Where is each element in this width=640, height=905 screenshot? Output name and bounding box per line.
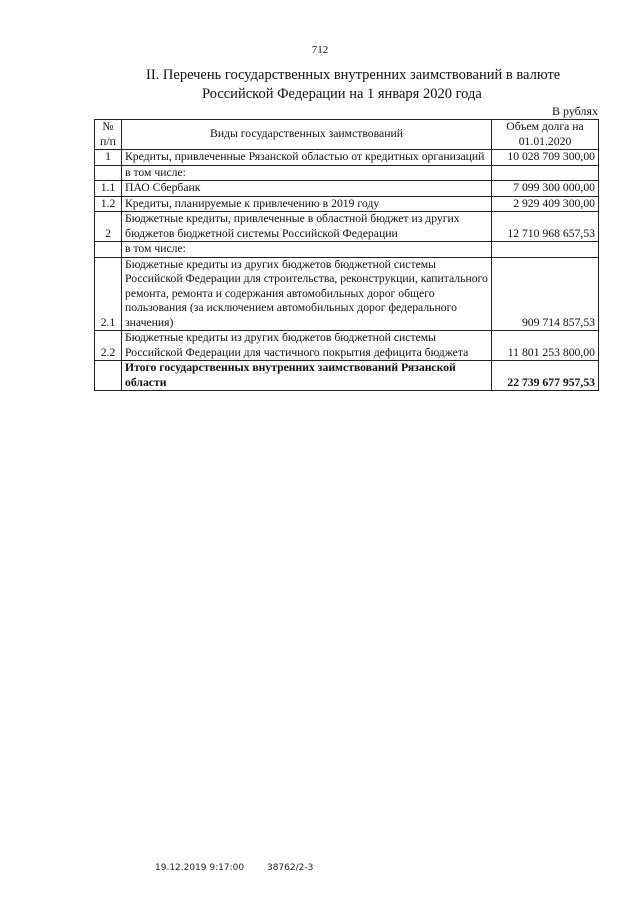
- document-title: [120, 66, 620, 104]
- total-amount: 22 739 677 957,53: [492, 361, 599, 391]
- title-line-2: Российской Федерации на 1 января 2020 года: [202, 86, 482, 102]
- row-type: Бюджетные кредиты, привлеченные в областной бюджет из других бюджетов бюджетной системы Российской Федерации: [122, 212, 492, 242]
- row-type: Бюджетные кредиты из других бюджетов бюджетной системы Российской Федерации для частичного покрытия дефицита бюджета: [122, 331, 492, 361]
- total-label: Итого государственных внутренних заимствований Рязанской области: [122, 361, 492, 391]
- row-amount: [492, 165, 599, 181]
- row-num: 1.2: [95, 196, 122, 212]
- row-num: [95, 242, 122, 258]
- table-row: [95, 242, 599, 258]
- row-num: 1: [95, 150, 122, 166]
- table-row: [95, 257, 599, 331]
- table-row: [95, 196, 599, 212]
- table-row: [95, 150, 599, 166]
- row-type: Бюджетные кредиты из других бюджетов бюджетной системы Российской Федерации для строительства, реконструкции, капитального ремонта, ремонта и содержания автомобильных дорог общего пользования (за исключением автомобильных дорог федерального значения): [122, 257, 492, 331]
- footer-doc-id: 38762/2-3: [266, 863, 314, 873]
- row-type: в том числе:: [122, 165, 492, 181]
- row-amount: 909 714 857,53: [492, 257, 599, 331]
- row-amount: 10 028 709 300,00: [492, 150, 599, 166]
- row-amount: 2 929 409 300,00: [492, 196, 599, 212]
- row-type: ПАО Сбербанк: [122, 181, 492, 197]
- header-num: № п/п: [95, 120, 122, 150]
- footer-timestamp: 19.12.2019 9:17:00: [155, 863, 245, 873]
- row-type: в том числе:: [122, 242, 492, 258]
- row-amount: 11 801 253 800,00: [492, 331, 599, 361]
- borrowings-table: [94, 119, 599, 391]
- page-number: 712: [311, 44, 329, 56]
- row-num: 2.1: [95, 257, 122, 331]
- row-amount: 12 710 968 657,53: [492, 212, 599, 242]
- row-num: 2.2: [95, 331, 122, 361]
- row-type: Кредиты, планируемые к привлечению в 2019 году: [122, 196, 492, 212]
- row-type: Кредиты, привлеченные Рязанской областью от кредитных организаций: [122, 150, 492, 166]
- document-footer: [155, 863, 333, 873]
- title-line-1: II. Перечень государственных внутренних заимствований в валюте: [146, 67, 561, 83]
- table-row: [95, 181, 599, 197]
- table-row: [95, 165, 599, 181]
- header-type: Виды государственных заимствований: [122, 120, 492, 150]
- row-amount: [492, 242, 599, 258]
- table-row: [95, 212, 599, 242]
- row-amount: 7 099 300 000,00: [492, 181, 599, 197]
- total-row: [95, 361, 599, 391]
- total-num: [95, 361, 122, 391]
- units-label: В рублях: [551, 104, 598, 118]
- row-num: [95, 165, 122, 181]
- row-num: 1.1: [95, 181, 122, 197]
- table-row: [95, 331, 599, 361]
- row-num: 2: [95, 212, 122, 242]
- header-amount: Объем долга на 01.01.2020: [492, 120, 599, 150]
- table-header-row: [95, 120, 599, 150]
